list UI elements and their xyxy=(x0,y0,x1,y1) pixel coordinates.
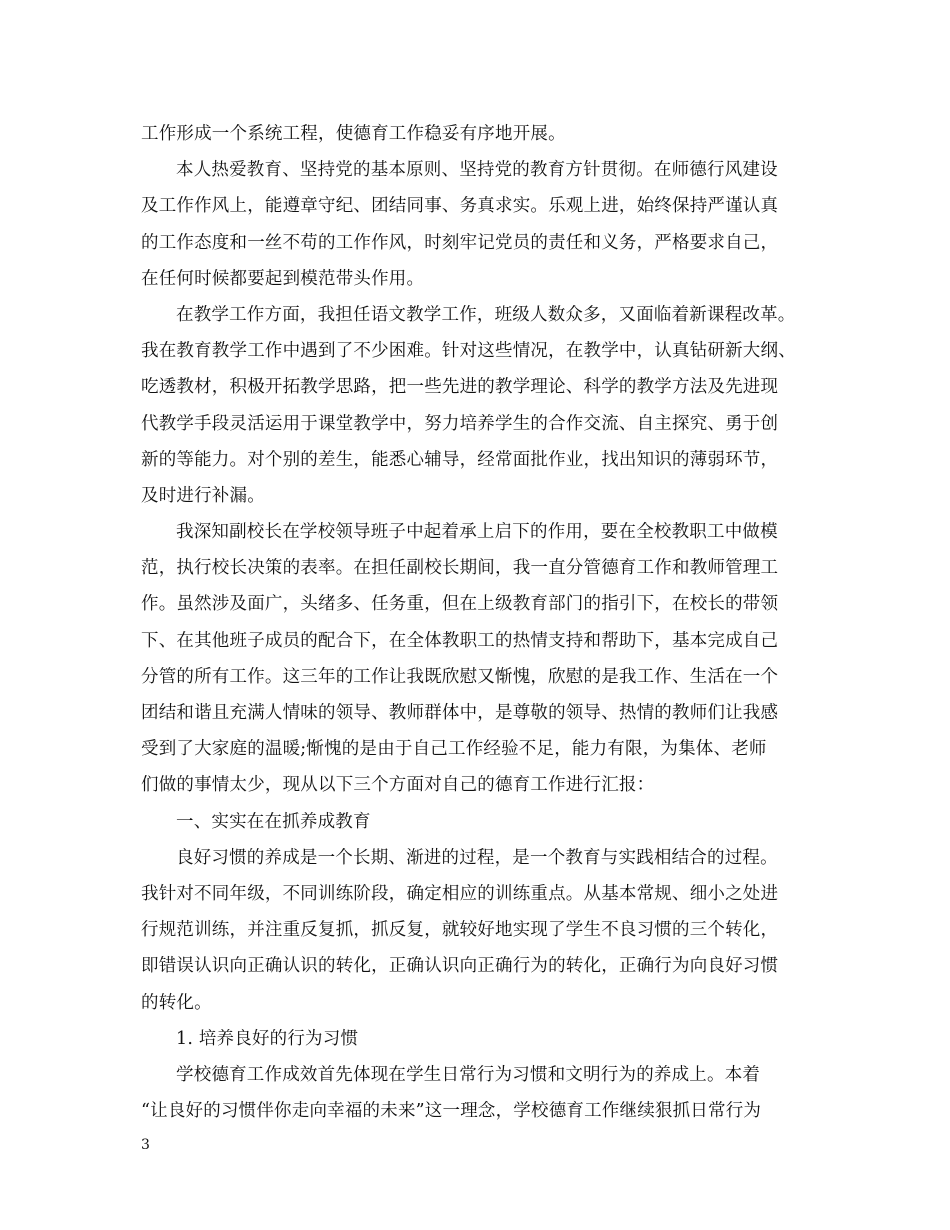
text-line: 新的等能力。对个别的差生，能悉心辅导，经常面批作业，找出知识的薄弱环节， xyxy=(141,449,779,470)
text-line: 下、在其他班子成员的配合下，在全体教职工的热情支持和帮助下，基本完成自己 xyxy=(141,630,779,651)
text-line: 的工作态度和一丝不苟的工作作风，时刻牢记党员的责任和义务，严格要求自己， xyxy=(141,232,779,253)
text-line: 作。虽然涉及面广，头绪多、任务重，但在上级教育部门的指引下，在校长的带领 xyxy=(141,594,779,615)
text-line: 一、实实在在抓养成教育 xyxy=(176,811,371,832)
text-line: 即错误认识向正确认识的转化，正确认识向正确行为的转化，正确行为向良好习惯 xyxy=(141,956,779,977)
text-line: 本人热爱教育、坚持党的基本原则、坚持党的教育方针贯彻。在师德行风建设 xyxy=(176,160,778,181)
page-number: 3 xyxy=(141,1137,150,1153)
text-line: 吃透教材，积极开拓教学思路，把一些先进的教学理论、科学的教学方法及先进现 xyxy=(141,377,779,398)
text-line: 及时进行补漏。 xyxy=(141,485,265,506)
text-line: 我在教育教学工作中遇到了不少困难。针对这些情况，在教学中，认真钻研新大纲、 xyxy=(141,341,796,362)
text-line: 代教学手段灵活运用于课堂教学中，努力培养学生的合作交流、自主探究、勇于创 xyxy=(141,413,779,434)
text-line: 工作形成一个系统工程，使德育工作稳妥有序地开展。 xyxy=(141,124,566,144)
text-line: 1. 培养良好的行为习惯 xyxy=(176,1028,359,1049)
text-line: 行规范训练，并注重反复抓，抓反复，就较好地实现了学生不良习惯的三个转化， xyxy=(141,920,779,941)
text-line: 在教学工作方面，我担任语文教学工作，班级人数众多，又面临着新课程改革。 xyxy=(176,304,796,325)
text-line: 受到了大家庭的温暖;惭愧的是由于自己工作经验不足，能力有限，为集体、老师 xyxy=(141,739,767,760)
text-line: 分管的所有工作。这三年的工作让我既欣慰又惭愧，欣慰的是我工作、生活在一个 xyxy=(141,666,779,687)
text-line: 范，执行校长决策的表率。在担任副校长期间，我一直分管德育工作和教师管理工 xyxy=(141,558,779,579)
text-line: 及工作作风上，能遵章守纪、团结同事、务真求实。乐观上进，始终保持严谨认真 xyxy=(141,196,779,217)
text-line: 我深知副校长在学校领导班子中起着承上启下的作用，要在全校教职工中做模 xyxy=(176,522,778,543)
text-line: 的转化。 xyxy=(141,992,212,1013)
text-line: 我针对不同年级，不同训练阶段，确定相应的训练重点。从基本常规、细小之处进 xyxy=(141,883,779,904)
body-text xyxy=(141,116,821,1129)
text-line: 团结和谐且充满人情味的领导、教师群体中，是尊敬的领导、热情的教师们让我感 xyxy=(141,703,779,723)
text-line: 良好习惯的养成是一个长期、渐进的过程，是一个教育与实践相结合的过程。 xyxy=(176,847,778,868)
text-line: 学校德育工作成效首先体现在学生日常行为习惯和文明行为的养成上。本着 xyxy=(176,1064,761,1085)
text-line: 们做的事情太少，现从以下三个方面对自己的德育工作进行汇报： xyxy=(141,775,655,796)
text-line: 在任何时候都要起到模范带头作用。 xyxy=(141,268,425,289)
text-line: “让良好的习惯伴你走向幸福的未来”这一理念，学校德育工作继续狠抓日常行为 xyxy=(141,1101,762,1122)
